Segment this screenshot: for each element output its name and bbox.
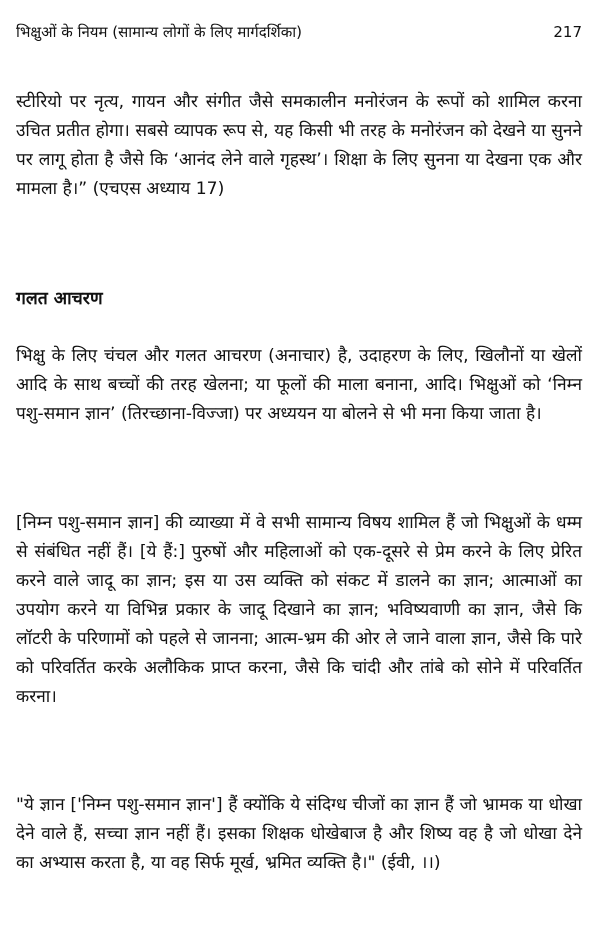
running-title: भिक्षुओं के नियम (सामान्य लोगों के लिए मार्गदर्शिका) [16, 23, 303, 41]
running-header [16, 22, 582, 46]
paragraph-entertainment-quote: स्टीरियो पर नृत्य, गायन और संगीत जैसे समकालीन मनोरंजन के रूपों को शामिल करना उचित प्रतीत होगा। सबसे व्यापक रूप से, यह किसी भी तरह के मनोरंजन को देखने या सुनने पर लागू होता है जैसे कि ‘आनंद लेने वाले गृहस्थ’। शिक्षा के लिए सुनना या देखना एक और मामला है।” (एचएस अध्याय 17) [16, 92, 582, 199]
paragraph-closing-quote: "ये ज्ञान ['निम्न पशु-समान ज्ञान'] हैं क्योंकि ये संदिग्ध चीजों का ज्ञान हैं जो भ्रामक या धोखा देने वाले हैं, सच्चा ज्ञान नहीं हैं। इसका शिक्षक धोखेबाज है और शिष्य वह है जो धोखा देने का अभ्यास करता है, या वह सिर्फ मूर्ख, भ्रमित व्यक्ति है।" (ईवी, ।।) [16, 795, 582, 873]
section-heading: गलत आचरण [16, 289, 103, 309]
page-number: 217 [553, 23, 582, 41]
paragraph-wrong-conduct: भिक्षु के लिए चंचल और गलत आचरण (अनाचार) है, उदाहरण के लिए, खिलौनों या खेलों आदि के साथ बच्चों की तरह खेलना; या फूलों की माला बनाना, आदि। भिक्षुओं को ‘निम्न पशु-समान ज्ञान’ (तिरच्छाना-विज्जा) पर अध्ययन या बोलने से भी मना किया जाता है। [16, 346, 582, 424]
paragraph-animal-knowledge-explanation: [निम्न पशु-समान ज्ञान] की व्याख्या में वे सभी सामान्य विषय शामिल हैं जो भिक्षुओं के धम्म से संबंधित नहीं हैं। [ये हैं:] पुरुषों और महिलाओं को एक-दूसरे से प्रेम करने के लिए प्रेरित करने वाले जादू का ज्ञान; इस या उस व्यक्ति को संकट में डालने का ज्ञान; आत्माओं का उपयोग करने या विभिन्न प्रकार के जादू दिखाने का ज्ञान; भविष्यवाणी का ज्ञान, जैसे कि लॉटरी के परिणामों को पहले से जानना; आत्म-भ्रम की ओर ले जाने वाला ज्ञान, जैसे कि पारे को परिवर्तित करके अलौकिक प्राप्त करना, जैसे कि चांदी और तांबे को सोने में परिवर्तित करना। [16, 513, 582, 707]
